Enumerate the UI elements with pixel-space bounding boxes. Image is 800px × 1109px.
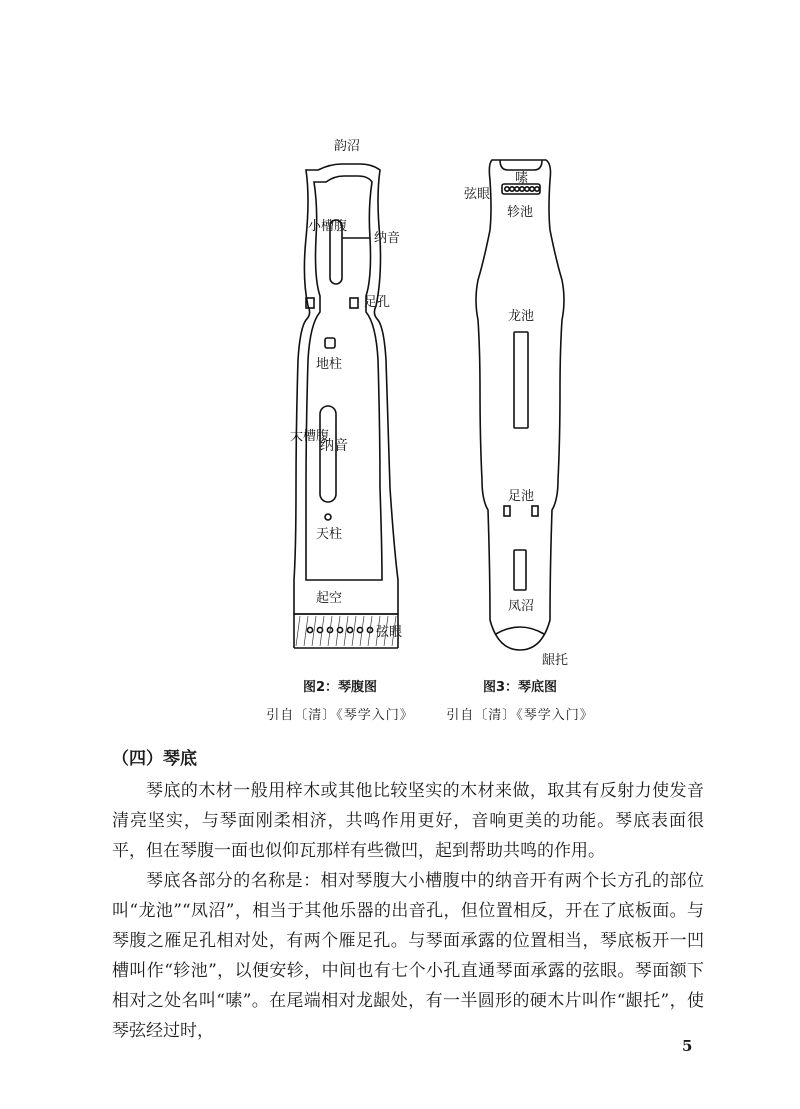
fig3-label-zuchi: 足池 <box>508 489 535 504</box>
figure-3-qin-bottom-diagram <box>462 150 582 670</box>
fig2-label-xiaocaofu <box>308 218 347 234</box>
figure-3-citation: 引自〔清〕《琴学入门》 <box>446 708 594 723</box>
fig2-label-nayin-large: 纳音 <box>320 438 348 454</box>
paragraph-1: 琴底的木材一般用梓木或其他比较坚实的木材来做，取其有反射力使发音清亮坚实，与琴面刚柔相济，共鸣作用更好，音响更美的功能。琴底表面很平，但在琴腹一面也似仰瓦那样有些微凹，起到帮助共鸣的作用。 <box>112 781 704 861</box>
fig3-label-longchi: 龙池 <box>508 309 535 324</box>
fig3-label-fengzhao: 凤沼 <box>508 599 535 614</box>
figure-3-caption: 图3：琴底图 <box>482 680 558 695</box>
section-title: （四）琴底 <box>112 749 197 769</box>
figure-2-caption: 图2：琴腹图 <box>302 680 378 695</box>
fig2-label-yunzhao: 韵沼 <box>334 139 361 154</box>
fig2-label-nayin-small: 纳音 <box>374 231 401 246</box>
paragraph-2: 琴底各部分的名称是：相对琴腹大小槽腹中的纳音开有两个长方孔的部位叫“龙池”“凤沼”，相当于其他乐器的出音孔，但位置相反，开在了底板面。与琴腹之雁足孔相对处，有两个雁足孔。与琴面承露的位置相当，琴底板开一凹槽叫作“轸池”，以便安轸，中间也有七个小孔直通琴面承露的弦眼。琴面额下相对之处名叫“嗉”。在尾端相对龙龈处，有一半圆形的硬木片叫作“龈托”，使琴弦经过时， <box>112 871 704 1041</box>
page-number: 5 <box>682 1037 693 1055</box>
fig2-label-xianyan: 弦眼 <box>376 625 403 640</box>
fig2-label-dizhu: 地柱 <box>316 357 343 372</box>
fig3-label-zhenchi: 轸池 <box>507 205 534 220</box>
fig2-label-zukong: 足孔 <box>364 295 391 310</box>
fig2-label-xiaocaofu-text: 小槽腹 <box>308 219 348 234</box>
fig2-label-tianzhu: 天柱 <box>316 527 343 542</box>
figure-2-citation: 引自〔清〕《琴学入门》 <box>266 708 414 723</box>
fig2-label-qikong: 起空 <box>316 591 343 606</box>
fig3-label-xianyan: 弦眼 <box>464 187 491 202</box>
fig3-label-yintuo: 龈托 <box>542 653 569 668</box>
figure-2-qin-belly-diagram <box>280 128 430 668</box>
fig2-label-dacaofu: 大槽腹 <box>290 429 330 444</box>
fig3-label-sang: 嗉 <box>515 171 529 186</box>
